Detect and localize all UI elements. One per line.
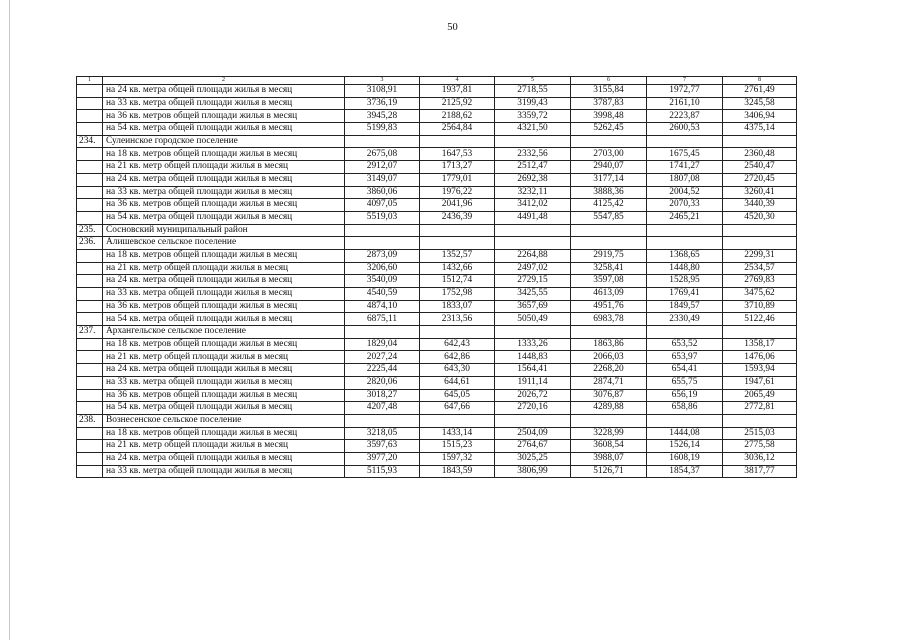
value-cell-col-8: 3036,12 (723, 452, 797, 465)
row-label-cell: на 24 кв. метра общей площади жилья в месяц (103, 85, 345, 98)
row-number-cell (77, 275, 103, 288)
table-row (77, 199, 797, 212)
row-label-cell: на 33 кв. метра общей площади жилья в месяц (103, 288, 345, 301)
value-cell-col-7: 1849,57 (647, 300, 723, 313)
empty-cell (345, 135, 420, 148)
row-number-cell (77, 465, 103, 478)
row-label-cell: на 54 кв. метра общей площади жилья в месяц (103, 402, 345, 415)
value-cell-col-6: 1863,86 (571, 338, 647, 351)
table-row (77, 161, 797, 174)
empty-cell (495, 135, 571, 148)
column-number-1: 1 (77, 77, 103, 85)
row-label-cell: на 54 кв. метра общей площади жилья в месяц (103, 313, 345, 326)
value-cell-col-7: 2465,21 (647, 211, 723, 224)
value-cell-col-5: 2504,09 (495, 427, 571, 440)
value-cell-col-7: 2004,52 (647, 186, 723, 199)
value-cell-col-6: 3597,08 (571, 275, 647, 288)
value-cell-col-4: 2188,62 (420, 110, 495, 123)
value-cell-col-8: 3406,94 (723, 110, 797, 123)
empty-cell (647, 414, 723, 427)
table-row (77, 97, 797, 110)
empty-cell (571, 414, 647, 427)
column-number-6: 6 (571, 77, 647, 85)
value-cell-col-5: 4321,50 (495, 123, 571, 136)
row-number-cell (77, 262, 103, 275)
empty-cell (495, 224, 571, 237)
value-cell-col-3: 4097,05 (345, 199, 420, 212)
value-cell-col-8: 2299,31 (723, 249, 797, 262)
tariff-table (76, 76, 797, 478)
value-cell-col-8: 2065,49 (723, 389, 797, 402)
table-row (77, 364, 797, 377)
value-cell-col-5: 2718,55 (495, 85, 571, 98)
value-cell-col-7: 1444,08 (647, 427, 723, 440)
value-cell-col-5: 2264,88 (495, 249, 571, 262)
table-row (77, 249, 797, 262)
value-cell-col-5: 2720,16 (495, 402, 571, 415)
row-label-cell: на 54 кв. метра общей площади жилья в месяц (103, 211, 345, 224)
section-title-cell: Алишевское сельское поселение (103, 237, 345, 250)
empty-cell (571, 237, 647, 250)
value-cell-col-3: 2027,24 (345, 351, 420, 364)
value-cell-col-8: 3245,58 (723, 97, 797, 110)
value-cell-col-7: 1675,45 (647, 148, 723, 161)
value-cell-col-5: 2692,38 (495, 173, 571, 186)
value-cell-col-8: 2534,57 (723, 262, 797, 275)
row-label-cell: на 33 кв. метра общей площади жилья в месяц (103, 186, 345, 199)
value-cell-col-3: 2912,07 (345, 161, 420, 174)
value-cell-col-4: 1843,59 (420, 465, 495, 478)
value-cell-col-4: 1512,74 (420, 275, 495, 288)
row-number-cell (77, 452, 103, 465)
row-number-cell (77, 300, 103, 313)
value-cell-col-5: 2026,72 (495, 389, 571, 402)
value-cell-col-6: 2940,07 (571, 161, 647, 174)
value-cell-col-6: 3787,83 (571, 97, 647, 110)
value-cell-col-3: 3108,91 (345, 85, 420, 98)
table-row (77, 186, 797, 199)
empty-cell (420, 135, 495, 148)
empty-cell (420, 414, 495, 427)
empty-cell (345, 414, 420, 427)
value-cell-col-8: 2515,03 (723, 427, 797, 440)
value-cell-col-7: 1528,95 (647, 275, 723, 288)
section-title-cell: Сосновский муниципальный район (103, 224, 345, 237)
section-row (77, 326, 797, 339)
row-number-cell (77, 148, 103, 161)
table-row (77, 402, 797, 415)
value-cell-col-3: 6875,11 (345, 313, 420, 326)
value-cell-col-6: 2268,20 (571, 364, 647, 377)
row-label-cell: на 18 кв. метров общей площади жилья в месяц (103, 148, 345, 161)
value-cell-col-7: 2600,53 (647, 123, 723, 136)
empty-cell (647, 224, 723, 237)
value-cell-col-8: 1476,06 (723, 351, 797, 364)
row-label-cell: на 18 кв. метров общей площади жилья в месяц (103, 427, 345, 440)
row-number-cell: 237. (77, 326, 103, 339)
value-cell-col-4: 1833,07 (420, 300, 495, 313)
value-cell-col-4: 1713,27 (420, 161, 495, 174)
row-number-cell (77, 313, 103, 326)
row-number-cell (77, 427, 103, 440)
value-cell-col-5: 4491,48 (495, 211, 571, 224)
value-cell-col-8: 2360,48 (723, 148, 797, 161)
section-row (77, 224, 797, 237)
section-title-cell: Сулеинское городское поселение (103, 135, 345, 148)
value-cell-col-7: 2070,33 (647, 199, 723, 212)
value-cell-col-3: 3149,07 (345, 173, 420, 186)
value-cell-col-3: 2820,06 (345, 376, 420, 389)
value-cell-col-6: 5547,85 (571, 211, 647, 224)
table-row (77, 376, 797, 389)
value-cell-col-3: 5519,03 (345, 211, 420, 224)
row-label-cell: на 24 кв. метра общей площади жилья в месяц (103, 452, 345, 465)
value-cell-col-4: 2125,92 (420, 97, 495, 110)
value-cell-col-4: 1597,32 (420, 452, 495, 465)
value-cell-col-4: 642,86 (420, 351, 495, 364)
empty-cell (723, 237, 797, 250)
value-cell-col-7: 1807,08 (647, 173, 723, 186)
column-number-3: 3 (345, 77, 420, 85)
value-cell-col-5: 2332,56 (495, 148, 571, 161)
value-cell-col-6: 3988,07 (571, 452, 647, 465)
row-label-cell: на 33 кв. метра общей площади жилья в месяц (103, 376, 345, 389)
table-row (77, 275, 797, 288)
value-cell-col-6: 2874,71 (571, 376, 647, 389)
value-cell-col-3: 2225,44 (345, 364, 420, 377)
value-cell-col-4: 1752,98 (420, 288, 495, 301)
row-label-cell: на 33 кв. метра общей площади жилья в месяц (103, 97, 345, 110)
value-cell-col-3: 5115,93 (345, 465, 420, 478)
value-cell-col-6: 4951,76 (571, 300, 647, 313)
row-label-cell: на 24 кв. метра общей площади жилья в месяц (103, 364, 345, 377)
value-cell-col-3: 4207,48 (345, 402, 420, 415)
row-label-cell: на 24 кв. метра общей площади жилья в месяц (103, 173, 345, 186)
empty-cell (495, 237, 571, 250)
empty-cell (495, 414, 571, 427)
row-number-cell (77, 249, 103, 262)
value-cell-col-7: 2161,10 (647, 97, 723, 110)
empty-cell (723, 224, 797, 237)
value-cell-col-6: 3228,99 (571, 427, 647, 440)
table-row (77, 389, 797, 402)
column-number-4: 4 (420, 77, 495, 85)
row-number-cell (77, 440, 103, 453)
empty-cell (345, 326, 420, 339)
value-cell-col-5: 3359,72 (495, 110, 571, 123)
empty-cell (420, 237, 495, 250)
row-label-cell: на 33 кв. метра общей площади жилья в месяц (103, 465, 345, 478)
value-cell-col-3: 5199,83 (345, 123, 420, 136)
value-cell-col-4: 643,30 (420, 364, 495, 377)
value-cell-col-7: 653,97 (647, 351, 723, 364)
value-cell-col-8: 4520,30 (723, 211, 797, 224)
empty-cell (571, 326, 647, 339)
value-cell-col-6: 5126,71 (571, 465, 647, 478)
row-number-cell (77, 85, 103, 98)
value-cell-col-5: 1564,41 (495, 364, 571, 377)
row-number-cell (77, 110, 103, 123)
value-cell-col-7: 656,19 (647, 389, 723, 402)
value-cell-col-8: 3260,41 (723, 186, 797, 199)
value-cell-col-3: 3945,28 (345, 110, 420, 123)
table-row (77, 440, 797, 453)
value-cell-col-6: 3608,54 (571, 440, 647, 453)
value-cell-col-4: 1976,22 (420, 186, 495, 199)
row-label-cell: на 36 кв. метров общей площади жилья в месяц (103, 300, 345, 313)
table-row (77, 338, 797, 351)
value-cell-col-5: 1448,83 (495, 351, 571, 364)
value-cell-col-6: 2703,00 (571, 148, 647, 161)
row-label-cell: на 21 кв. метр общей площади жилья в месяц (103, 161, 345, 174)
column-number-8: 8 (723, 77, 797, 85)
value-cell-col-6: 4289,88 (571, 402, 647, 415)
row-number-cell (77, 199, 103, 212)
empty-cell (571, 135, 647, 148)
value-cell-col-4: 642,43 (420, 338, 495, 351)
table-row (77, 148, 797, 161)
value-cell-col-5: 3412,02 (495, 199, 571, 212)
table-row (77, 313, 797, 326)
value-cell-col-7: 1448,80 (647, 262, 723, 275)
empty-cell (420, 224, 495, 237)
empty-cell (647, 326, 723, 339)
empty-cell (345, 224, 420, 237)
value-cell-col-5: 3025,25 (495, 452, 571, 465)
row-label-cell: на 24 кв. метра общей площади жилья в месяц (103, 275, 345, 288)
value-cell-col-4: 644,61 (420, 376, 495, 389)
row-label-cell: на 21 кв. метр общей площади жилья в месяц (103, 351, 345, 364)
value-cell-col-5: 3232,11 (495, 186, 571, 199)
value-cell-col-3: 3860,06 (345, 186, 420, 199)
table-row (77, 465, 797, 478)
value-cell-col-6: 2919,75 (571, 249, 647, 262)
row-number-cell: 236. (77, 237, 103, 250)
section-title-cell: Архангельское сельское поселение (103, 326, 345, 339)
value-cell-col-4: 645,05 (420, 389, 495, 402)
value-cell-col-7: 655,75 (647, 376, 723, 389)
value-cell-col-6: 3177,14 (571, 173, 647, 186)
value-cell-col-4: 2436,39 (420, 211, 495, 224)
value-cell-col-8: 1593,94 (723, 364, 797, 377)
value-cell-col-3: 1829,04 (345, 338, 420, 351)
value-cell-col-3: 4874,10 (345, 300, 420, 313)
value-cell-col-7: 1769,41 (647, 288, 723, 301)
empty-cell (723, 135, 797, 148)
table-row (77, 262, 797, 275)
table-row (77, 173, 797, 186)
value-cell-col-6: 4613,09 (571, 288, 647, 301)
row-number-cell (77, 97, 103, 110)
value-cell-col-4: 647,66 (420, 402, 495, 415)
value-cell-col-4: 1937,81 (420, 85, 495, 98)
row-label-cell: на 21 кв. метр общей площади жилья в месяц (103, 440, 345, 453)
value-cell-col-3: 3018,27 (345, 389, 420, 402)
header-row (77, 77, 797, 85)
empty-cell (647, 135, 723, 148)
row-number-cell (77, 364, 103, 377)
table-row (77, 300, 797, 313)
row-number-cell (77, 402, 103, 415)
empty-cell (345, 237, 420, 250)
row-label-cell: на 18 кв. метров общей площади жилья в месяц (103, 338, 345, 351)
value-cell-col-8: 2761,49 (723, 85, 797, 98)
value-cell-col-6: 4125,42 (571, 199, 647, 212)
empty-cell (571, 224, 647, 237)
row-number-cell: 238. (77, 414, 103, 427)
value-cell-col-7: 1368,65 (647, 249, 723, 262)
value-cell-col-4: 1352,57 (420, 249, 495, 262)
column-number-7: 7 (647, 77, 723, 85)
row-number-cell: 235. (77, 224, 103, 237)
value-cell-col-8: 3475,62 (723, 288, 797, 301)
row-number-cell (77, 376, 103, 389)
section-row (77, 414, 797, 427)
empty-cell (495, 326, 571, 339)
column-number-5: 5 (495, 77, 571, 85)
value-cell-col-5: 1911,14 (495, 376, 571, 389)
value-cell-col-3: 4540,59 (345, 288, 420, 301)
value-cell-col-4: 1515,23 (420, 440, 495, 453)
value-cell-col-4: 1779,01 (420, 173, 495, 186)
value-cell-col-3: 2873,09 (345, 249, 420, 262)
row-number-cell (77, 338, 103, 351)
table-row (77, 85, 797, 98)
empty-cell (723, 326, 797, 339)
value-cell-col-4: 1647,53 (420, 148, 495, 161)
row-number-cell (77, 351, 103, 364)
value-cell-col-5: 5050,49 (495, 313, 571, 326)
page-number: 50 (447, 22, 458, 33)
value-cell-col-3: 3206,60 (345, 262, 420, 275)
value-cell-col-8: 1358,17 (723, 338, 797, 351)
value-cell-col-7: 654,41 (647, 364, 723, 377)
value-cell-col-5: 3199,43 (495, 97, 571, 110)
value-cell-col-8: 2540,47 (723, 161, 797, 174)
value-cell-col-3: 3597,63 (345, 440, 420, 453)
row-label-cell: на 54 кв. метра общей площади жилья в месяц (103, 123, 345, 136)
empty-cell (647, 237, 723, 250)
value-cell-col-7: 653,52 (647, 338, 723, 351)
table-row (77, 110, 797, 123)
value-cell-col-6: 5262,45 (571, 123, 647, 136)
table-row (77, 288, 797, 301)
value-cell-col-7: 658,86 (647, 402, 723, 415)
row-number-cell (77, 161, 103, 174)
value-cell-col-8: 3817,77 (723, 465, 797, 478)
value-cell-col-7: 1854,37 (647, 465, 723, 478)
value-cell-col-5: 2512,47 (495, 161, 571, 174)
value-cell-col-8: 2775,58 (723, 440, 797, 453)
value-cell-col-8: 2769,83 (723, 275, 797, 288)
row-number-cell (77, 288, 103, 301)
row-number-cell (77, 389, 103, 402)
table-row (77, 452, 797, 465)
value-cell-col-4: 2313,56 (420, 313, 495, 326)
value-cell-col-8: 4375,14 (723, 123, 797, 136)
value-cell-col-8: 2720,45 (723, 173, 797, 186)
value-cell-col-5: 2764,67 (495, 440, 571, 453)
row-number-cell (77, 211, 103, 224)
row-number-cell (77, 186, 103, 199)
value-cell-col-7: 1526,14 (647, 440, 723, 453)
value-cell-col-3: 3540,09 (345, 275, 420, 288)
value-cell-col-3: 3218,05 (345, 427, 420, 440)
value-cell-col-5: 3425,55 (495, 288, 571, 301)
value-cell-col-3: 3977,20 (345, 452, 420, 465)
value-cell-col-6: 3258,41 (571, 262, 647, 275)
value-cell-col-5: 1333,26 (495, 338, 571, 351)
value-cell-col-8: 5122,46 (723, 313, 797, 326)
empty-cell (723, 414, 797, 427)
row-label-cell: на 21 кв. метр общей площади жилья в месяц (103, 262, 345, 275)
value-cell-col-7: 2223,87 (647, 110, 723, 123)
value-cell-col-4: 2564,84 (420, 123, 495, 136)
value-cell-col-7: 1972,77 (647, 85, 723, 98)
empty-cell (420, 326, 495, 339)
row-number-cell: 234. (77, 135, 103, 148)
section-title-cell: Вознесенское сельское поселение (103, 414, 345, 427)
value-cell-col-6: 3998,48 (571, 110, 647, 123)
value-cell-col-8: 1947,61 (723, 376, 797, 389)
value-cell-col-4: 1432,66 (420, 262, 495, 275)
row-label-cell: на 36 кв. метров общей площади жилья в месяц (103, 199, 345, 212)
value-cell-col-7: 1741,27 (647, 161, 723, 174)
row-label-cell: на 18 кв. метров общей площади жилья в месяц (103, 249, 345, 262)
table-row (77, 351, 797, 364)
row-label-cell: на 36 кв. метров общей площади жилья в месяц (103, 110, 345, 123)
value-cell-col-3: 2675,08 (345, 148, 420, 161)
value-cell-col-6: 2066,03 (571, 351, 647, 364)
value-cell-col-7: 2330,49 (647, 313, 723, 326)
value-cell-col-5: 2729,15 (495, 275, 571, 288)
value-cell-col-6: 6983,78 (571, 313, 647, 326)
row-label-cell: на 36 кв. метров общей площади жилья в месяц (103, 389, 345, 402)
value-cell-col-5: 3657,69 (495, 300, 571, 313)
scan-edge-line (9, 0, 10, 640)
section-row (77, 237, 797, 250)
value-cell-col-6: 3076,87 (571, 389, 647, 402)
value-cell-col-8: 3440,39 (723, 199, 797, 212)
value-cell-col-6: 3155,84 (571, 85, 647, 98)
value-cell-col-4: 2041,96 (420, 199, 495, 212)
value-cell-col-7: 1608,19 (647, 452, 723, 465)
value-cell-col-5: 3806,99 (495, 465, 571, 478)
value-cell-col-8: 2772,81 (723, 402, 797, 415)
value-cell-col-3: 3736,19 (345, 97, 420, 110)
row-number-cell (77, 123, 103, 136)
value-cell-col-5: 2497,02 (495, 262, 571, 275)
value-cell-col-6: 3888,36 (571, 186, 647, 199)
value-cell-col-4: 1433,14 (420, 427, 495, 440)
section-row (77, 135, 797, 148)
column-number-2: 2 (103, 77, 345, 85)
row-number-cell (77, 173, 103, 186)
table-row (77, 427, 797, 440)
table-row (77, 123, 797, 136)
table-row (77, 211, 797, 224)
value-cell-col-8: 3710,89 (723, 300, 797, 313)
